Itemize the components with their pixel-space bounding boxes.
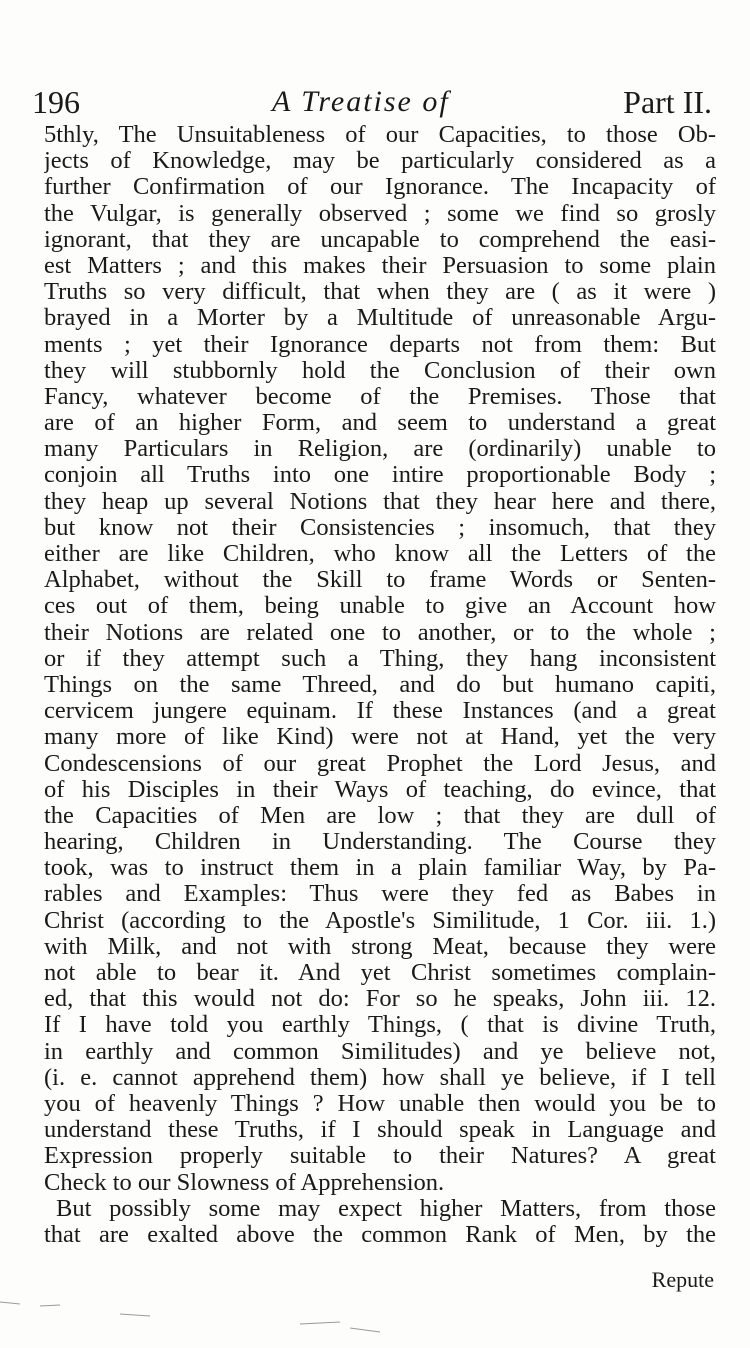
text-line: understand these Truths, if I should speak in Language and: [44, 1117, 716, 1144]
text-line: conjoin all Truths into one intire proportionable Body ;: [44, 462, 716, 489]
text-line: rables and Examples: Thus were they fed as Babes in: [44, 881, 716, 908]
body-text: [44, 122, 716, 1248]
text-line: Fancy, whatever become of the Premises. Those that: [44, 383, 716, 410]
text-line: many more of like Kind) were not at Hand, yet the very: [44, 724, 716, 751]
text-line: in earthly and common Similitudes) and ye believe not,: [44, 1038, 716, 1065]
text-line: 5thly, The Unsuitableness of our Capacities, to those Ob-: [44, 122, 716, 148]
text-line: brayed in a Morter by a Multitude of unreasonable Argu-: [44, 305, 716, 332]
text-line: not able to bear it. And yet Christ sometimes complain-: [44, 960, 716, 986]
text-line: took, was to instruct them in a plain familiar Way, by Pa-: [44, 855, 716, 882]
text-line: cervicem jungere equinam. If these Instances (and a great: [44, 698, 716, 725]
text-line: ces out of them, being unable to give an Account how: [44, 593, 716, 620]
page-number: 196: [32, 84, 80, 120]
text-line: Christ (according to the Apostle's Similitude, 1 Cor. iii. 1.): [44, 907, 716, 934]
text-line: or if they attempt such a Thing, they hang inconsistent: [44, 645, 716, 672]
text-line: (i. e. cannot apprehend them) how shall ye believe, if I tell: [44, 1064, 716, 1091]
text-line: are of an higher Form, and seem to understand a great: [44, 410, 716, 437]
text-line: But possibly some may expect higher Matters, from those: [56, 1195, 716, 1222]
text-line: of his Disciples in their Ways of teaching, do evince, that: [44, 776, 716, 803]
text-line: the Capacities of Men are low ; that they are dull of: [44, 802, 716, 829]
text-line: Condescensions of our great Prophet the Lord Jesus, and: [44, 750, 716, 777]
running-head: [32, 82, 712, 122]
text-line: If I have told you earthly Things, ( that is divine Truth,: [44, 1012, 716, 1039]
part-label: Part II.: [623, 84, 712, 120]
text-line: but know not their Consistencies ; insomuch, that they: [44, 514, 716, 541]
text-line: Things on the same Threed, and do but humano capiti,: [44, 671, 716, 698]
text-line: Truths so very difficult, that when they are ( as it were ): [44, 279, 716, 306]
text-line: they heap up several Notions that they hear here and there,: [44, 488, 716, 515]
text-line: ments ; yet their Ignorance departs not from them: But: [44, 331, 716, 358]
text-line: est Matters ; and this makes their Persuasion to some plain: [44, 252, 716, 279]
text-line: many Particulars in Religion, are (ordinarily) unable to: [44, 436, 716, 463]
text-line: ed, that this would not do: For so he speaks, John iii. 12.: [44, 986, 716, 1013]
text-line: Alphabet, without the Skill to frame Words or Senten-: [44, 567, 716, 594]
text-line: the Vulgar, is generally observed ; some we find so grosly: [44, 200, 716, 227]
text-line: they will stubbornly hold the Conclusion of their own: [44, 357, 716, 384]
text-line: their Notions are related one to another, or to the whole ;: [44, 619, 716, 646]
text-line: Check to our Slowness of Apprehension.: [44, 1169, 445, 1196]
text-line: further Confirmation of our Ignorance. The Incapacity of: [44, 174, 716, 201]
text-line: Expression properly suitable to their Natures? A great: [44, 1143, 716, 1170]
print-smudge: [0, 1292, 750, 1348]
text-line: either are like Children, who know all the Letters of the: [44, 541, 716, 567]
catchword: Repute: [651, 1267, 714, 1292]
text-line: with Milk, and not with strong Meat, because they were: [44, 933, 716, 960]
text-line: jects of Knowledge, may be particularly considered as a: [44, 148, 716, 175]
text-line: that are exalted above the common Rank of Men, by the: [44, 1221, 716, 1248]
running-title: A Treatise of: [272, 85, 450, 118]
text-line: ignorant, that they are uncapable to comprehend the easi-: [44, 226, 716, 253]
text-line: you of heavenly Things ? How unable then would you be to: [44, 1090, 716, 1117]
text-line: hearing, Children in Understanding. The Course they: [44, 829, 716, 856]
